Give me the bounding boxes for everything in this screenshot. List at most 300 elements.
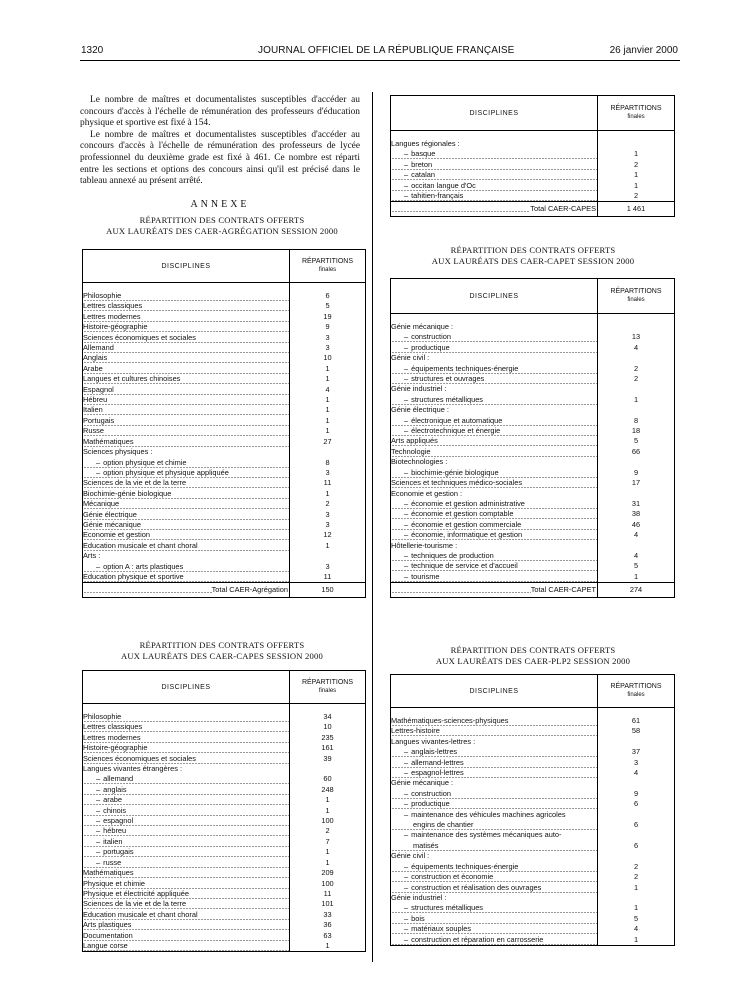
discipline-cell — [391, 530, 598, 540]
spacer-row — [391, 314, 675, 323]
discipline-cell — [391, 737, 598, 747]
total-label — [83, 583, 290, 598]
table-row — [391, 416, 675, 426]
discipline-cell — [391, 395, 598, 405]
table-row — [391, 395, 675, 405]
discipline-label: Arts plastiques — [83, 920, 132, 930]
discipline-cell — [83, 520, 290, 530]
discipline-label: construction et économie — [411, 872, 494, 882]
dash: – — [404, 498, 409, 508]
finales-label: finales — [318, 688, 337, 694]
repartition-value: 1 — [290, 847, 366, 857]
repartitions-header — [598, 675, 675, 708]
journal-title: JOURNAL OFFICIEL DE LA RÉPUBLIQUE FRANÇAISE — [258, 45, 515, 56]
dash: – — [404, 332, 409, 342]
discipline-label: allemand — [103, 774, 134, 784]
dash: – — [404, 799, 409, 809]
discipline-cell — [391, 841, 598, 851]
discipline-cell — [391, 851, 598, 861]
discipline-cell — [391, 181, 598, 191]
discipline-cell — [83, 899, 290, 909]
header-rule — [80, 60, 680, 61]
discipline-label: maintenance des véhicules machines agricoles — [411, 809, 566, 819]
section-subtitle: AUX LAURÉATS DES CAER-PLP2 SESSION 2000 — [435, 655, 631, 666]
table-row — [83, 847, 366, 857]
discipline-cell — [83, 353, 290, 363]
section-subtitle: AUX LAURÉATS DES CAER-AGRÉGATION SESSION 2000 — [106, 225, 338, 236]
repartition-value: 9 — [290, 322, 366, 332]
repartition-value: 10 — [290, 353, 366, 363]
repartition-value: 3 — [290, 333, 366, 343]
table-row — [83, 385, 366, 395]
repartition-value: 39 — [290, 754, 366, 764]
repartition-value — [290, 764, 366, 774]
repartition-value: 18 — [598, 426, 675, 436]
discipline-cell — [83, 291, 290, 301]
table-row — [83, 312, 366, 322]
repartition-value: 2 — [290, 499, 366, 509]
table-row — [83, 364, 366, 374]
repartition-value: 66 — [598, 447, 675, 457]
dash: – — [96, 805, 101, 815]
discipline-cell — [391, 541, 598, 551]
table-row — [391, 332, 675, 342]
total-label-text: Total CAER-CAPET — [530, 584, 596, 594]
table-row — [83, 458, 366, 468]
discipline-cell — [391, 810, 598, 820]
discipline-cell — [83, 499, 290, 509]
dash: – — [96, 826, 101, 836]
discipline-cell — [391, 426, 598, 436]
table-row — [83, 374, 366, 384]
dash: – — [404, 415, 409, 425]
discipline-label: économie et gestion comptable — [411, 509, 514, 519]
repartition-value: 1 — [598, 149, 675, 159]
discipline-label: matisés — [413, 840, 439, 850]
table-row — [391, 191, 675, 202]
dash: – — [404, 550, 409, 560]
discipline-label: Mathématiques-sciences-physiques — [391, 716, 509, 725]
repartition-value: 61 — [598, 716, 675, 726]
repartition-value: 6 — [598, 820, 675, 830]
repartition-value: 3 — [290, 343, 366, 353]
discipline-cell — [83, 489, 290, 499]
discipline-label: option A : arts plastiques — [103, 561, 184, 571]
agregation-heading — [80, 215, 364, 236]
discipline-label: Langues et cultures chinoises — [83, 374, 181, 384]
discipline-cell — [83, 572, 290, 583]
discipline-label: productique — [411, 342, 450, 352]
table-row — [83, 941, 366, 952]
table-row — [83, 785, 366, 795]
repartition-value: 11 — [290, 889, 366, 899]
discipline-cell — [391, 830, 598, 840]
repartition-value: 3 — [290, 468, 366, 478]
table-row — [391, 572, 675, 583]
table-row — [83, 910, 366, 920]
repartition-value: 4 — [598, 924, 675, 934]
table-row — [83, 499, 366, 509]
discipline-label: Histoire-géographie — [83, 743, 148, 753]
discipline-label: Technologie — [391, 446, 431, 456]
repartition-value: 63 — [290, 931, 366, 941]
discipline-label: Arts appliqués — [391, 436, 438, 446]
repartition-value: 2 — [290, 826, 366, 836]
dash: – — [404, 561, 409, 571]
dash: – — [96, 467, 101, 477]
table-row — [391, 561, 675, 571]
table-row — [83, 510, 366, 520]
table-row — [83, 920, 366, 930]
table-row — [391, 384, 675, 394]
discipline-cell — [83, 312, 290, 322]
table-row — [391, 851, 675, 861]
header-row — [391, 96, 675, 131]
discipline-cell — [391, 447, 598, 457]
discipline-label: Physique et chimie — [83, 878, 146, 888]
total-value: 150 — [290, 583, 366, 598]
table-row — [391, 374, 675, 384]
intro-text — [80, 95, 360, 188]
discipline-cell — [83, 722, 290, 732]
table-row — [83, 764, 366, 774]
table-row — [391, 478, 675, 488]
discipline-label: Mathématiques — [83, 868, 134, 878]
discipline-cell — [391, 149, 598, 159]
discipline-label: structures métalliques — [411, 394, 484, 404]
section-title: RÉPARTITION DES CONTRATS OFFERTS — [139, 215, 305, 225]
discipline-cell — [391, 747, 598, 757]
repartitions-label: RÉPARTITIONS — [301, 258, 354, 265]
discipline-label: Biochimie-génie biologique — [83, 488, 172, 498]
table-row — [391, 322, 675, 332]
agregation-table-wrap — [82, 249, 366, 598]
repartition-value: 38 — [598, 509, 675, 519]
repartition-value: 5 — [290, 301, 366, 311]
table-row — [83, 712, 366, 722]
repartition-value: 31 — [598, 499, 675, 509]
table-row — [83, 437, 366, 447]
discipline-cell — [391, 716, 598, 726]
dash: – — [404, 467, 409, 477]
discipline-cell — [391, 139, 598, 149]
table-row — [391, 436, 675, 446]
capes-table — [82, 670, 366, 952]
discipline-label: Lettres classiques — [83, 722, 143, 732]
repartition-value: 11 — [290, 572, 366, 583]
table-row — [83, 447, 366, 457]
table-row — [83, 395, 366, 405]
discipline-cell — [83, 879, 290, 889]
discipline-cell — [83, 510, 290, 520]
dash: – — [404, 191, 409, 201]
discipline-label: Sciences économiques et sociales — [83, 332, 196, 342]
repartition-value — [290, 447, 366, 457]
table-row — [83, 562, 366, 572]
discipline-label: Génie civil : — [391, 851, 430, 861]
discipline-label: construction et réalisation des ouvrages — [411, 882, 542, 892]
discipline-cell — [391, 332, 598, 342]
repartition-value: 4 — [290, 385, 366, 395]
discipline-cell — [83, 541, 290, 551]
discipline-label: Physique et électricité appliquée — [83, 888, 189, 898]
discipline-label: Histoire-géographie — [83, 322, 148, 332]
discipline-label: Génie industriel : — [391, 892, 447, 902]
discipline-cell — [391, 322, 598, 332]
repartition-value: 1 — [290, 858, 366, 868]
discipline-cell — [391, 924, 598, 934]
spacer-cell — [391, 314, 598, 323]
discipline-cell — [83, 858, 290, 868]
discipline-label: engins de chantier — [413, 820, 474, 830]
dash: – — [404, 519, 409, 529]
table-row — [391, 768, 675, 778]
discipline-label: espagnol-lettres — [411, 768, 464, 778]
discipline-cell — [391, 191, 598, 202]
dash: – — [404, 509, 409, 519]
table-row — [391, 935, 675, 946]
discipline-cell — [391, 364, 598, 374]
total-label-text: Total CAER-Agrégation — [211, 585, 288, 595]
table-row — [391, 758, 675, 768]
discipline-label: Génie mécanique — [83, 519, 141, 529]
repartition-value: 1 — [598, 395, 675, 405]
discipline-label: Allemand — [83, 343, 114, 353]
table-row — [83, 322, 366, 332]
discipline-label: Espagnol — [83, 384, 114, 394]
repartition-value: 1 — [290, 374, 366, 384]
discipline-cell — [391, 883, 598, 893]
dash: – — [96, 836, 101, 846]
table-row — [83, 478, 366, 488]
discipline-cell — [83, 785, 290, 795]
discipline-cell — [391, 561, 598, 571]
spacer-cell — [598, 314, 675, 323]
repartition-value — [598, 353, 675, 363]
capet-table — [390, 278, 675, 598]
table-row — [83, 795, 366, 805]
capes-continued-table — [390, 95, 675, 217]
table-row — [83, 879, 366, 889]
repartition-value: 6 — [290, 291, 366, 301]
repartition-value: 46 — [598, 520, 675, 530]
table-row — [391, 489, 675, 499]
discipline-label: Mécanique — [83, 499, 120, 509]
discipline-cell — [391, 903, 598, 913]
spacer-cell — [290, 283, 366, 292]
capes-continued-wrap — [390, 95, 675, 217]
repartition-value: 1 — [290, 541, 366, 551]
discipline-label: construction et réparation en carrosserie — [411, 934, 544, 944]
dash: – — [404, 159, 409, 169]
discipline-label: russe — [103, 857, 122, 867]
table-row — [83, 806, 366, 816]
discipline-label: Arabe — [83, 363, 103, 373]
table-row — [83, 520, 366, 530]
discipline-cell — [83, 733, 290, 743]
repartition-value: 1 — [598, 181, 675, 191]
discipline-label: option physique et chimie — [103, 457, 187, 467]
table-row — [83, 722, 366, 732]
table-row — [83, 816, 366, 826]
plp2-table-wrap — [390, 674, 675, 946]
discipline-label: Sciences de la vie et de la terre — [83, 899, 187, 909]
table-row — [83, 301, 366, 311]
dash: – — [96, 561, 101, 571]
repartition-value — [598, 139, 675, 149]
dash: – — [404, 571, 409, 581]
table-row — [391, 364, 675, 374]
discipline-label: Génie électrique — [83, 509, 137, 519]
discipline-label: construction — [411, 788, 451, 798]
repartition-value — [598, 893, 675, 903]
table-row — [83, 899, 366, 909]
discipline-cell — [83, 343, 290, 353]
table-row — [83, 754, 366, 764]
capes-heading — [80, 640, 364, 661]
table-row — [83, 405, 366, 415]
table-row — [391, 541, 675, 551]
discipline-label: Documentation — [83, 930, 133, 940]
dash: – — [404, 809, 409, 819]
disciplines-header: DISCIPLINES — [391, 675, 598, 708]
repartition-value: 33 — [290, 910, 366, 920]
table-row — [83, 743, 366, 753]
discipline-label: Portugais — [83, 415, 115, 425]
repartition-value: 1 — [290, 795, 366, 805]
dash: – — [404, 530, 409, 540]
discipline-cell — [83, 847, 290, 857]
table-row — [391, 468, 675, 478]
discipline-cell — [83, 712, 290, 722]
repartition-value — [598, 541, 675, 551]
discipline-label: arabe — [103, 795, 123, 805]
dash: – — [404, 872, 409, 882]
column-divider — [372, 92, 373, 962]
repartition-value: 1 — [598, 572, 675, 583]
discipline-cell — [391, 935, 598, 946]
total-value: 1 461 — [598, 202, 675, 217]
spacer-cell — [598, 131, 675, 140]
repartition-value: 1 — [290, 364, 366, 374]
dash: – — [96, 847, 101, 857]
discipline-cell — [391, 520, 598, 530]
table-row — [391, 924, 675, 934]
repartition-value — [598, 851, 675, 861]
section-title: RÉPARTITION DES CONTRATS OFFERTS — [450, 245, 616, 255]
discipline-label: Lettres classiques — [83, 301, 143, 311]
discipline-cell — [83, 920, 290, 930]
repartition-value: 5 — [598, 561, 675, 571]
discipline-cell — [83, 405, 290, 415]
discipline-cell — [391, 170, 598, 180]
table-row — [83, 868, 366, 878]
repartition-value: 9 — [598, 468, 675, 478]
disciplines-header: DISCIPLINES — [391, 96, 598, 131]
repartition-value: 1 — [290, 806, 366, 816]
dash: – — [404, 934, 409, 944]
repartition-value: 3 — [290, 562, 366, 572]
repartition-value: 36 — [290, 920, 366, 930]
discipline-label: basque — [411, 149, 436, 159]
discipline-cell — [83, 437, 290, 447]
discipline-cell — [83, 806, 290, 816]
section-title: RÉPARTITION DES CONTRATS OFFERTS — [450, 645, 616, 655]
discipline-label: électrotechnique et énergie — [411, 426, 501, 436]
dash: – — [96, 795, 101, 805]
dash: – — [404, 426, 409, 436]
discipline-label: Langue corse — [83, 940, 128, 950]
repartition-value: 12 — [290, 530, 366, 540]
capet-heading — [388, 245, 678, 266]
issue-date: 26 janvier 2000 — [609, 45, 678, 56]
discipline-label: italien — [103, 836, 123, 846]
table-row — [391, 914, 675, 924]
discipline-label: espagnol — [103, 816, 134, 826]
discipline-cell — [83, 795, 290, 805]
repartition-value: 2 — [598, 191, 675, 202]
discipline-label: Education musicale et chant choral — [83, 540, 198, 550]
dash: – — [404, 757, 409, 767]
discipline-cell — [391, 572, 598, 583]
repartition-value: 2 — [598, 374, 675, 384]
discipline-label: Langues régionales : — [391, 139, 460, 148]
discipline-label: équipements techniques-énergie — [411, 861, 519, 871]
discipline-label: Sciences de la vie et de la terre — [83, 478, 187, 488]
table-row — [391, 747, 675, 757]
spacer-cell — [83, 283, 290, 292]
discipline-cell — [391, 862, 598, 872]
capes-table-wrap — [82, 670, 366, 952]
table-row — [83, 572, 366, 583]
discipline-label: équipements techniques-énergie — [411, 363, 519, 373]
dash: – — [404, 394, 409, 404]
spacer-row — [391, 708, 675, 717]
discipline-label: chinois — [103, 805, 127, 815]
plp2-table — [390, 674, 675, 946]
discipline-cell — [391, 893, 598, 903]
discipline-cell — [83, 816, 290, 826]
repartitions-label: RÉPARTITIONS — [610, 683, 662, 690]
repartition-value: 161 — [290, 743, 366, 753]
discipline-label: Génie électrique : — [391, 405, 449, 415]
table-row — [391, 903, 675, 913]
dash: – — [404, 882, 409, 892]
dash: – — [96, 457, 101, 467]
discipline-label: productique — [411, 799, 450, 809]
table-row — [391, 170, 675, 180]
dash: – — [404, 342, 409, 352]
table-row — [391, 139, 675, 149]
table-row — [83, 416, 366, 426]
discipline-cell — [391, 436, 598, 446]
repartition-value: 58 — [598, 726, 675, 736]
total-row — [83, 583, 366, 598]
discipline-cell — [83, 447, 290, 457]
discipline-cell — [391, 374, 598, 384]
dash: – — [96, 857, 101, 867]
discipline-cell — [391, 160, 598, 170]
discipline-cell — [391, 778, 598, 788]
dash: – — [96, 784, 101, 794]
discipline-label: Sciences économiques et sociales — [83, 753, 196, 763]
discipline-label: Hébreu — [83, 395, 108, 405]
repartition-value: 19 — [290, 312, 366, 322]
repartition-value: 27 — [290, 437, 366, 447]
discipline-label: Sciences et techniques médico-sociales — [391, 478, 523, 488]
discipline-cell — [83, 764, 290, 774]
repartition-value: 8 — [290, 458, 366, 468]
